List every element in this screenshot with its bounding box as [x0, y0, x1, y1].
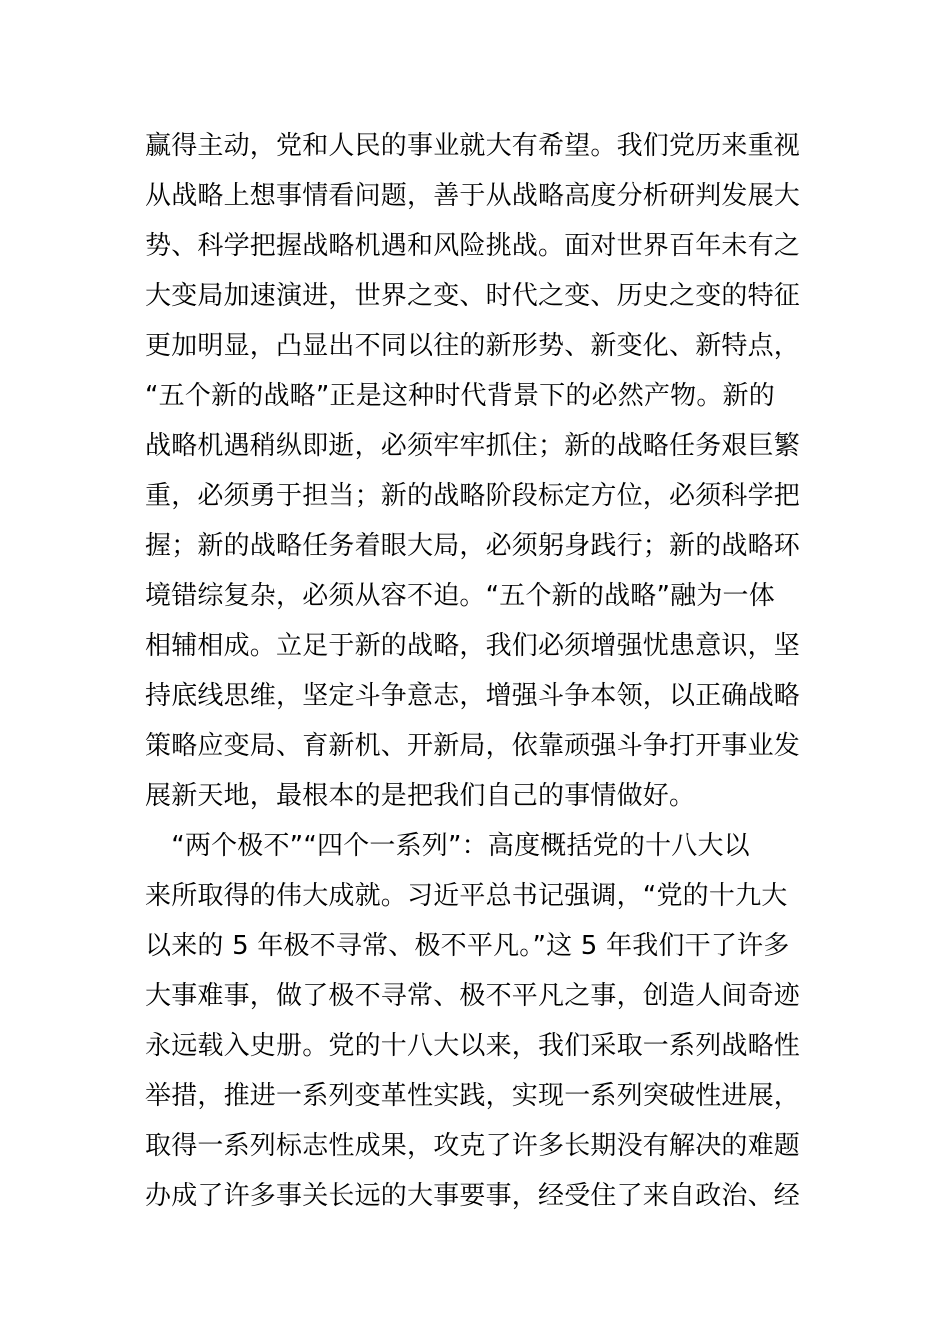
text-line: 境错综复杂，必须从容不迫。“五个新的战略”融为一体 — [145, 581, 775, 611]
text-line: 更加明显，凸显出不同以往的新形势、新变化、新特点， — [145, 331, 801, 361]
text-line: 以来的 5 年极不寻常、极不平凡。”这 5 年我们干了许多 — [145, 931, 790, 961]
text-line: 赢得主动，党和人民的事业就大有希望。我们党历来重视 — [145, 131, 801, 161]
text-line: “两个极不”“四个一系列”：高度概括党的十八大以 — [145, 831, 750, 861]
text-line: 势、科学把握战略机遇和风险挑战。面对世界百年未有之 — [145, 231, 801, 261]
text-line: 从战略上想事情看问题，善于从战略高度分析研判发展大 — [145, 181, 801, 211]
text-line: 永远载入史册。党的十八大以来，我们采取一系列战略性 — [145, 1031, 801, 1061]
text-line: 大事难事，做了极不寻常、极不平凡之事，创造人间奇迹 — [145, 981, 801, 1011]
text-line: 策略应变局、育新机、开新局，依靠顽强斗争打开事业发 — [145, 731, 801, 761]
text-line: “五个新的战略”正是这种时代背景下的必然产物。新的 — [145, 381, 775, 411]
text-line: 相辅相成。立足于新的战略，我们必须增强忧患意识，坚 — [145, 631, 801, 661]
text-line: 重，必须勇于担当；新的战略阶段标定方位，必须科学把 — [145, 481, 801, 511]
body-text — [145, 121, 815, 1221]
text-line: 握；新的战略任务着眼大局，必须躬身践行；新的战略环 — [145, 531, 801, 561]
text-line: 来所取得的伟大成就。习近平总书记强调，“党的十九大 — [145, 881, 788, 911]
text-line: 展新天地，最根本的是把我们自己的事情做好。 — [145, 781, 696, 811]
text-line: 持底线思维，坚定斗争意志，增强斗争本领，以正确战略 — [145, 681, 801, 711]
text-line: 办成了许多事关长远的大事要事，经受住了来自政治、经 — [145, 1181, 801, 1211]
text-line: 举措，推进一系列变革性实践，实现一系列突破性进展， — [145, 1081, 801, 1111]
text-line: 大变局加速演进，世界之变、时代之变、历史之变的特征 — [145, 281, 801, 311]
text-line: 战略机遇稍纵即逝，必须牢牢抓住；新的战略任务艰巨繁 — [145, 431, 801, 461]
text-line: 取得一系列标志性成果，攻克了许多长期没有解决的难题 — [145, 1131, 801, 1161]
